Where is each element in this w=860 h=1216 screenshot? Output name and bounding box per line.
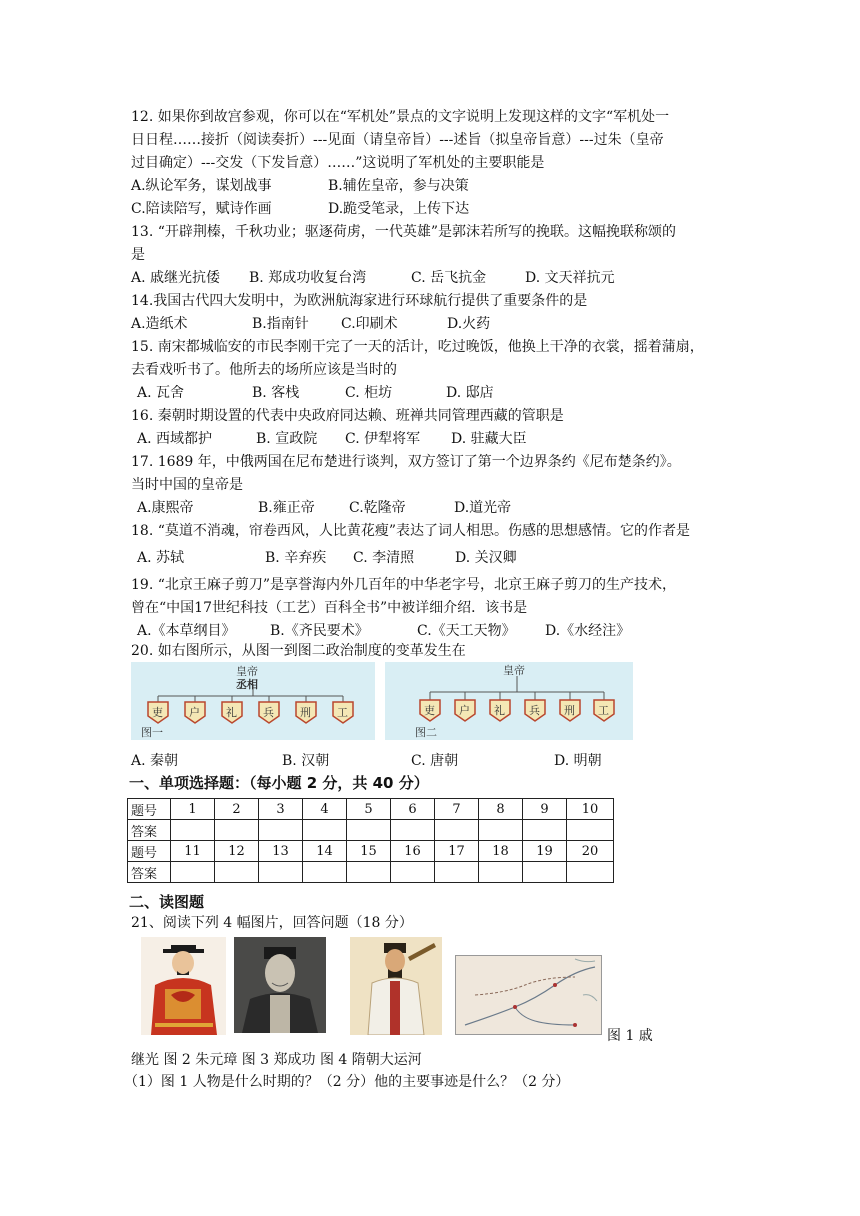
q13-option-a: A. 戚继光抗倭 — [131, 270, 221, 286]
answer-cell[interactable] — [303, 820, 347, 841]
fig2-box-label: 户 — [459, 704, 470, 717]
question-number: 9 — [523, 799, 567, 820]
fig1-box-label: 礼 — [226, 706, 237, 719]
figure-1-diagram — [131, 662, 375, 740]
q15-line1: 15. 南宋都城临安的市民李刚干完了一天的活计，吃过晚饭，他换上干净的衣裳，摇着蒲扇， — [131, 339, 704, 355]
fig2-box-label: 礼 — [494, 704, 505, 717]
question-number: 12 — [215, 841, 259, 862]
fig2-emperor-label: 皇帝 — [503, 664, 525, 677]
answer-cell[interactable] — [215, 862, 259, 883]
q17-option-d: D.道光帝 — [454, 500, 512, 516]
q20-option-d: D. 明朝 — [554, 753, 602, 769]
q19-option-a: A.《本草纲目》 — [137, 623, 236, 639]
figure-captions: 继光 图 2 朱元璋 图 3 郑成功 图 4 隋朝大运河 — [131, 1052, 422, 1068]
q13-line1: 13. “开辟荆榛，千秋功业；驱逐荷虏，一代英雄”是郭沫若所写的挽联。这幅挽联称颂的 — [131, 224, 677, 240]
question-number: 10 — [567, 799, 614, 820]
question-number: 2 — [215, 799, 259, 820]
figure-2-portrait-image — [234, 937, 326, 1033]
question-number: 1 — [171, 799, 215, 820]
question-number: 5 — [347, 799, 391, 820]
question-number: 7 — [435, 799, 479, 820]
figure-1-caption-start: 图 1 戚 — [607, 1028, 653, 1044]
q13-option-d: D. 文天祥抗元 — [525, 270, 615, 286]
q15-option-b: B. 客栈 — [252, 385, 300, 401]
question-number: 8 — [479, 799, 523, 820]
q18-option-d: D. 关汉卿 — [455, 550, 517, 566]
q20-line1: 20. 如右图所示，从图一到图二政治制度的变革发生在 — [131, 643, 466, 659]
q12-line2: 日日程……接折（阅读奏折）---见面（请皇帝旨）---述旨（拟皇帝旨意）---过朱（皇帝 — [131, 132, 664, 148]
fig1-emperor-label: 皇帝 — [236, 665, 258, 678]
question-number: 16 — [391, 841, 435, 862]
answer-cell[interactable] — [171, 820, 215, 841]
section-2-heading: 二、读图题 — [129, 893, 205, 911]
q18-option-b: B. 辛弃疾 — [265, 550, 327, 566]
q12-option-a: A.纵论军务，谋划战事 — [131, 178, 272, 194]
q14-option-c: C.印刷术 — [341, 316, 398, 332]
row-label-question: 题号 — [128, 841, 171, 862]
answer-cell[interactable] — [259, 862, 303, 883]
question-number: 3 — [259, 799, 303, 820]
answer-table — [127, 798, 614, 883]
answer-cell[interactable] — [391, 820, 435, 841]
answer-cell[interactable] — [171, 862, 215, 883]
q21-prompt: 21、阅读下列 4 幅图片，回答问题（18 分） — [131, 915, 413, 931]
question-number: 4 — [303, 799, 347, 820]
question-number: 19 — [523, 841, 567, 862]
q16-option-b: B. 宣政院 — [256, 431, 318, 447]
answer-cell[interactable] — [215, 820, 259, 841]
fig1-box-label: 刑 — [300, 706, 311, 719]
fig2-box-label: 刑 — [564, 704, 575, 717]
fig2-box-label: 吏 — [424, 704, 435, 717]
q19-option-d: D.《水经注》 — [545, 623, 631, 639]
q12-option-b: B.辅佐皇帝，参与决策 — [328, 178, 469, 194]
fig1-caption: 图一 — [141, 726, 163, 739]
q15-option-d: D. 邸店 — [446, 385, 494, 401]
q15-option-c: C. 柜坊 — [345, 385, 393, 401]
q12-option-c: C.陪读陪写，赋诗作画 — [131, 201, 272, 217]
q18-option-c: C. 李清照 — [353, 550, 415, 566]
answer-cell[interactable] — [567, 862, 614, 883]
fig1-box-label: 吏 — [152, 706, 163, 719]
q17-option-c: C.乾隆帝 — [349, 500, 406, 516]
q12-line1: 12. 如果你到故宫参观，你可以在“军机处”景点的文字说明上发现这样的文字“军机处一 — [131, 109, 670, 125]
question-number: 20 — [567, 841, 614, 862]
question-number: 14 — [303, 841, 347, 862]
q20-option-c: C. 唐朝 — [411, 753, 459, 769]
q17-option-b: B.雍正帝 — [258, 500, 315, 516]
answer-cell[interactable] — [479, 862, 523, 883]
answer-cell[interactable] — [259, 820, 303, 841]
q17-line1: 17. 1689 年，中俄两国在尼布楚进行谈判，双方签订了第一个边界条约《尼布楚条约》。 — [131, 454, 681, 470]
q16-option-c: C. 伊犁将军 — [345, 431, 421, 447]
q15-option-a: A. 瓦舍 — [137, 385, 185, 401]
q12-option-d: D.跪受笔录，上传下达 — [328, 201, 470, 217]
fig1-box-label: 工 — [337, 706, 348, 719]
q18-option-a: A. 苏轼 — [137, 550, 185, 566]
q14-option-d: D.火药 — [447, 316, 491, 332]
question-number: 6 — [391, 799, 435, 820]
fig2-caption: 图二 — [415, 726, 437, 739]
section-1-heading: 一、单项选择题：（每小题 2 分，共 40 分） — [129, 774, 429, 792]
q19-option-c: C.《天工天物》 — [417, 623, 516, 639]
answer-cell[interactable] — [567, 820, 614, 841]
q19-option-b: B.《齐民要术》 — [270, 623, 369, 639]
q16-line1: 16. 秦朝时期设置的代表中央政府同达赖、班禅共同管理西藏的管职是 — [131, 408, 564, 424]
question-number: 17 — [435, 841, 479, 862]
q12-line3: 过目确定）---交发（下发旨意）……”这说明了军机处的主要职能是 — [131, 155, 545, 171]
q14-option-a: A.造纸术 — [131, 316, 188, 332]
q17-option-a: A.康熙帝 — [137, 500, 194, 516]
answer-cell[interactable] — [479, 820, 523, 841]
table-row — [128, 862, 614, 883]
row-label-answer: 答案 — [128, 820, 171, 841]
fig2-box-label: 工 — [598, 704, 609, 717]
answer-cell[interactable] — [523, 820, 567, 841]
figure-2-diagram — [385, 662, 633, 740]
question-number: 18 — [479, 841, 523, 862]
answer-cell[interactable] — [347, 820, 391, 841]
q13-option-b: B. 郑成功收复台湾 — [249, 270, 367, 286]
q19-line1: 19. “北京王麻子剪刀”是享誉海内外几百年的中华老字号，北京王麻子剪刀的生产技术， — [131, 577, 677, 593]
answer-cell[interactable] — [347, 862, 391, 883]
q14-line1: 14.我国古代四大发明中，为欧洲航海家进行环球航行提供了重要条件的是 — [131, 293, 588, 309]
fig1-chancellor-label: 丞相 — [236, 678, 258, 691]
table-row — [128, 799, 614, 820]
figure-4-map-image — [455, 955, 602, 1035]
fig1-box-label: 兵 — [263, 706, 274, 719]
figure-3-portrait-image — [350, 937, 442, 1035]
answer-cell[interactable] — [435, 820, 479, 841]
question-number: 11 — [171, 841, 215, 862]
answer-cell[interactable] — [435, 862, 479, 883]
question-number: 15 — [347, 841, 391, 862]
question-number: 13 — [259, 841, 303, 862]
q18-line1: 18. “莫道不消魂，帘卷西风，人比黄花瘦”表达了词人相思。伤感的思想感情。它的作者是 — [131, 523, 691, 539]
table-row — [128, 841, 614, 862]
fig1-box-label: 户 — [189, 706, 200, 719]
q21-subquestion-1: （1）图 1 人物是什么时期的？（2 分）他的主要事迹是什么？（2 分） — [124, 1074, 570, 1090]
table-row — [128, 820, 614, 841]
q20-option-b: B. 汉朝 — [282, 753, 330, 769]
answer-cell[interactable] — [523, 862, 567, 883]
fig2-box-label: 兵 — [529, 704, 540, 717]
row-label-question: 题号 — [128, 799, 171, 820]
q15-line2: 去看戏听书了。他所去的场所应该是当时的 — [131, 362, 397, 378]
q13-option-c: C. 岳飞抗金 — [411, 270, 487, 286]
q16-option-a: A. 西域都护 — [137, 431, 213, 447]
q13-line2: 是 — [131, 247, 145, 263]
answer-cell[interactable] — [391, 862, 435, 883]
row-label-answer: 答案 — [128, 862, 171, 883]
q19-line2: 曾在“中国17世纪科技（工艺）百科全书”中被详细介绍．该书是 — [131, 600, 528, 616]
q20-option-a: A. 秦朝 — [131, 753, 179, 769]
figure-1-portrait-image — [141, 937, 226, 1035]
q16-option-d: D. 驻藏大臣 — [451, 431, 527, 447]
q17-line2: 当时中国的皇帝是 — [131, 477, 243, 493]
answer-cell[interactable] — [303, 862, 347, 883]
q14-option-b: B.指南针 — [252, 316, 309, 332]
